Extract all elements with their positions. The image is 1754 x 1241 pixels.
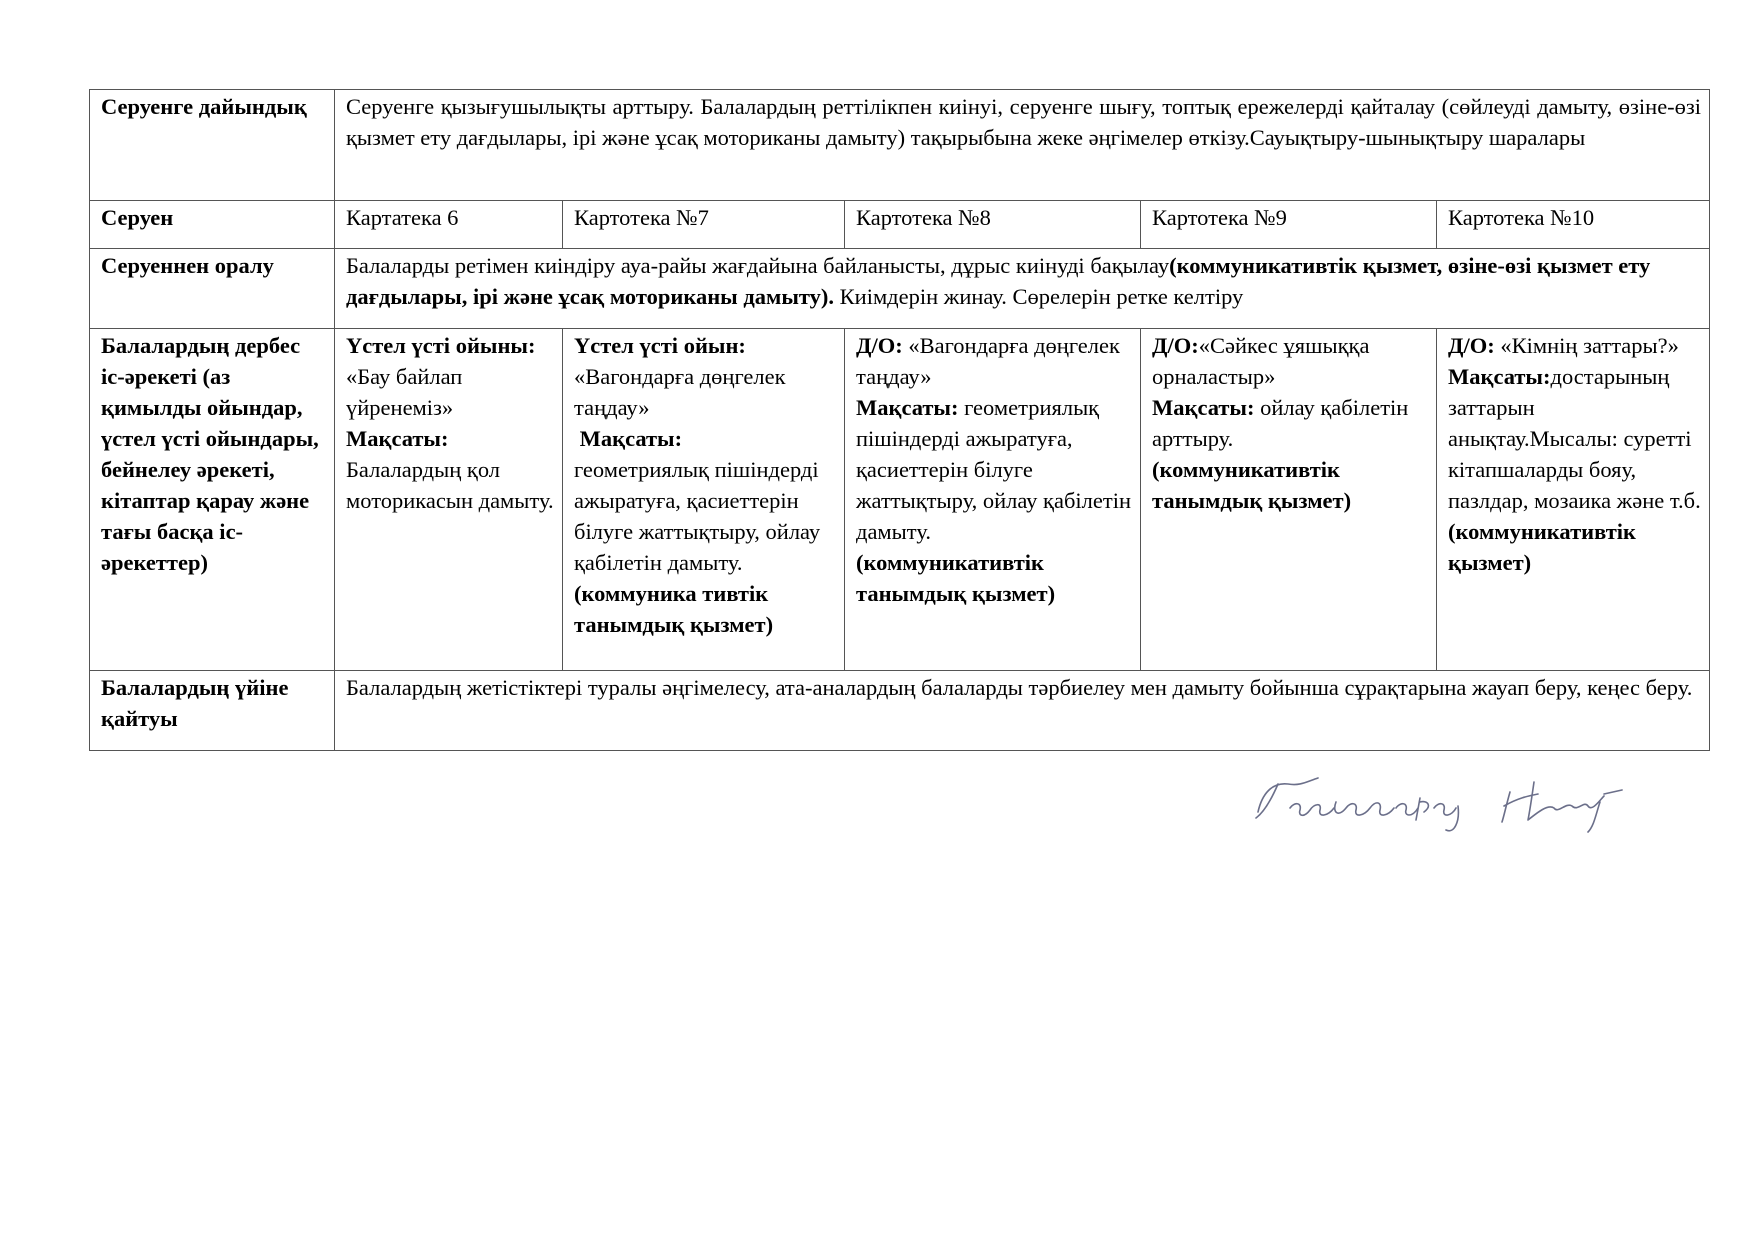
activity-3-name: «Вагондарға дөңгелек таңдау»: [856, 333, 1120, 389]
activity-3-goal-label: Мақсаты:: [856, 395, 959, 420]
activity-5-goal-label: Мақсаты:: [1448, 364, 1551, 389]
activity-cell-5: [1437, 329, 1710, 671]
return-text-end: Киімдерін жинау. Сөрелерін ретке келтіру: [834, 284, 1244, 309]
row-walk: [90, 201, 1710, 249]
activity-5-name: «Кімнің заттары?»: [1494, 333, 1679, 358]
return-text: [335, 249, 1710, 329]
row-label-activity: Балалардың дербес іс-әрекеті (аз қимылды ойындар, үстел үсті ойындары, бейнелеу әрекеті, кітаптар қарау және тағы басқа іс-әрекеттер): [90, 329, 335, 671]
activity-4-title: Д/О:: [1152, 333, 1199, 358]
activity-1-goal: Балалардың қол моторикасын дамыту.: [346, 457, 554, 513]
row-label-prep: Серуенге дайындық: [90, 90, 335, 201]
walk-cell-5: Картотека №10: [1437, 201, 1710, 249]
activity-3-note: (коммуникативтік танымдық қызмет): [856, 550, 1056, 606]
activity-5-goal: достарының заттарын анықтау.Мысалы: суретті кітапшаларды бояу, пазлдар, мозаика және т.б.: [1448, 364, 1701, 513]
activity-cell-2: [563, 329, 845, 671]
activity-2-title: Үстел үсті ойын:: [574, 333, 746, 358]
handwritten-signature: [1248, 772, 1668, 842]
activity-2-name: «Вагондарға дөңгелек таңдау»: [574, 364, 786, 420]
home-text: Балалардың жетістіктері туралы әңгімелесу, ата-аналардың балаларды тәрбиелеу мен дамыту бойынша сұрақтарына жауап беру, кеңес беру.: [335, 671, 1710, 751]
activity-1-title: Үстел үсті ойыны:: [346, 333, 536, 358]
row-label-return: Серуеннен оралу: [90, 249, 335, 329]
plan-table: [89, 89, 1710, 751]
activity-cell-4: [1141, 329, 1437, 671]
activity-cell-1: [335, 329, 563, 671]
activity-4-goal: ойлау қабілетін арттыру.: [1152, 395, 1409, 451]
activity-2-note: (коммуника тивтік танымдық қызмет): [574, 581, 774, 637]
walk-cell-2: Картотека №7: [563, 201, 845, 249]
activity-4-note: (коммуникативтік танымдық қызмет): [1152, 457, 1352, 513]
walk-cell-3: Картотека №8: [845, 201, 1141, 249]
activity-3-goal: геометриялық пішіндерді ажыратуға, қасиеттерін білуге жаттықтыру, ойлау қабілетін дамыту.: [856, 395, 1132, 544]
activity-cell-3: [845, 329, 1141, 671]
signature-stroke-2: [1290, 798, 1458, 831]
prep-text: Серуенге қызығушылықты арттыру. Балалардың реттілікпен киінуі, серуенге шығу, топтық ережелерді қайталау (сөйлеуді дамыту, өзіне-өзі қызмет ету дағдылары, ірі және ұсақ моториканы дамыту) тақырыбына жеке әңгімелер өткізу.Сауықтыру-шынықтыру шаралары: [335, 90, 1710, 201]
row-home: [90, 671, 1710, 751]
return-text-plain: Балаларды ретімен киіндіру ауа-райы жағдайына байланысты, дұрыс киінуді бақылау: [346, 253, 1170, 278]
activity-1-name: «Бау байлап үйренеміз»: [346, 364, 463, 420]
activity-2-goal-label: Мақсаты:: [574, 426, 683, 451]
walk-cell-1: Картатека 6: [335, 201, 563, 249]
activity-4-goal-label: Мақсаты:: [1152, 395, 1255, 420]
signature-stroke-3: [1502, 782, 1622, 832]
walk-cell-4: Картотека №9: [1141, 201, 1437, 249]
row-label-walk: Серуен: [90, 201, 335, 249]
row-activity: [90, 329, 1710, 671]
activity-5-note: (коммуникативтік қызмет): [1448, 519, 1636, 575]
activity-5-title: Д/О:: [1448, 333, 1495, 358]
row-return: [90, 249, 1710, 329]
row-prep: [90, 90, 1710, 201]
activity-3-title: Д/О:: [856, 333, 903, 358]
activity-2-goal: геометриялық пішіндерді ажыратуға, қасиеттерін білуге жаттықтыру, ойлау қабілетін дамыту.: [574, 457, 821, 575]
activity-1-goal-label: Мақсаты:: [346, 426, 449, 451]
activity-4-name: «Сәйкес ұяшыққа орналастыр»: [1152, 333, 1370, 389]
row-label-home: Балалардың үйіне қайтуы: [90, 671, 335, 751]
return-text-bold: (коммуникативтік қызмет, өзіне-өзі қызмет ету дағдылары, ірі және ұсақ моториканы дамыту).: [346, 253, 1651, 309]
